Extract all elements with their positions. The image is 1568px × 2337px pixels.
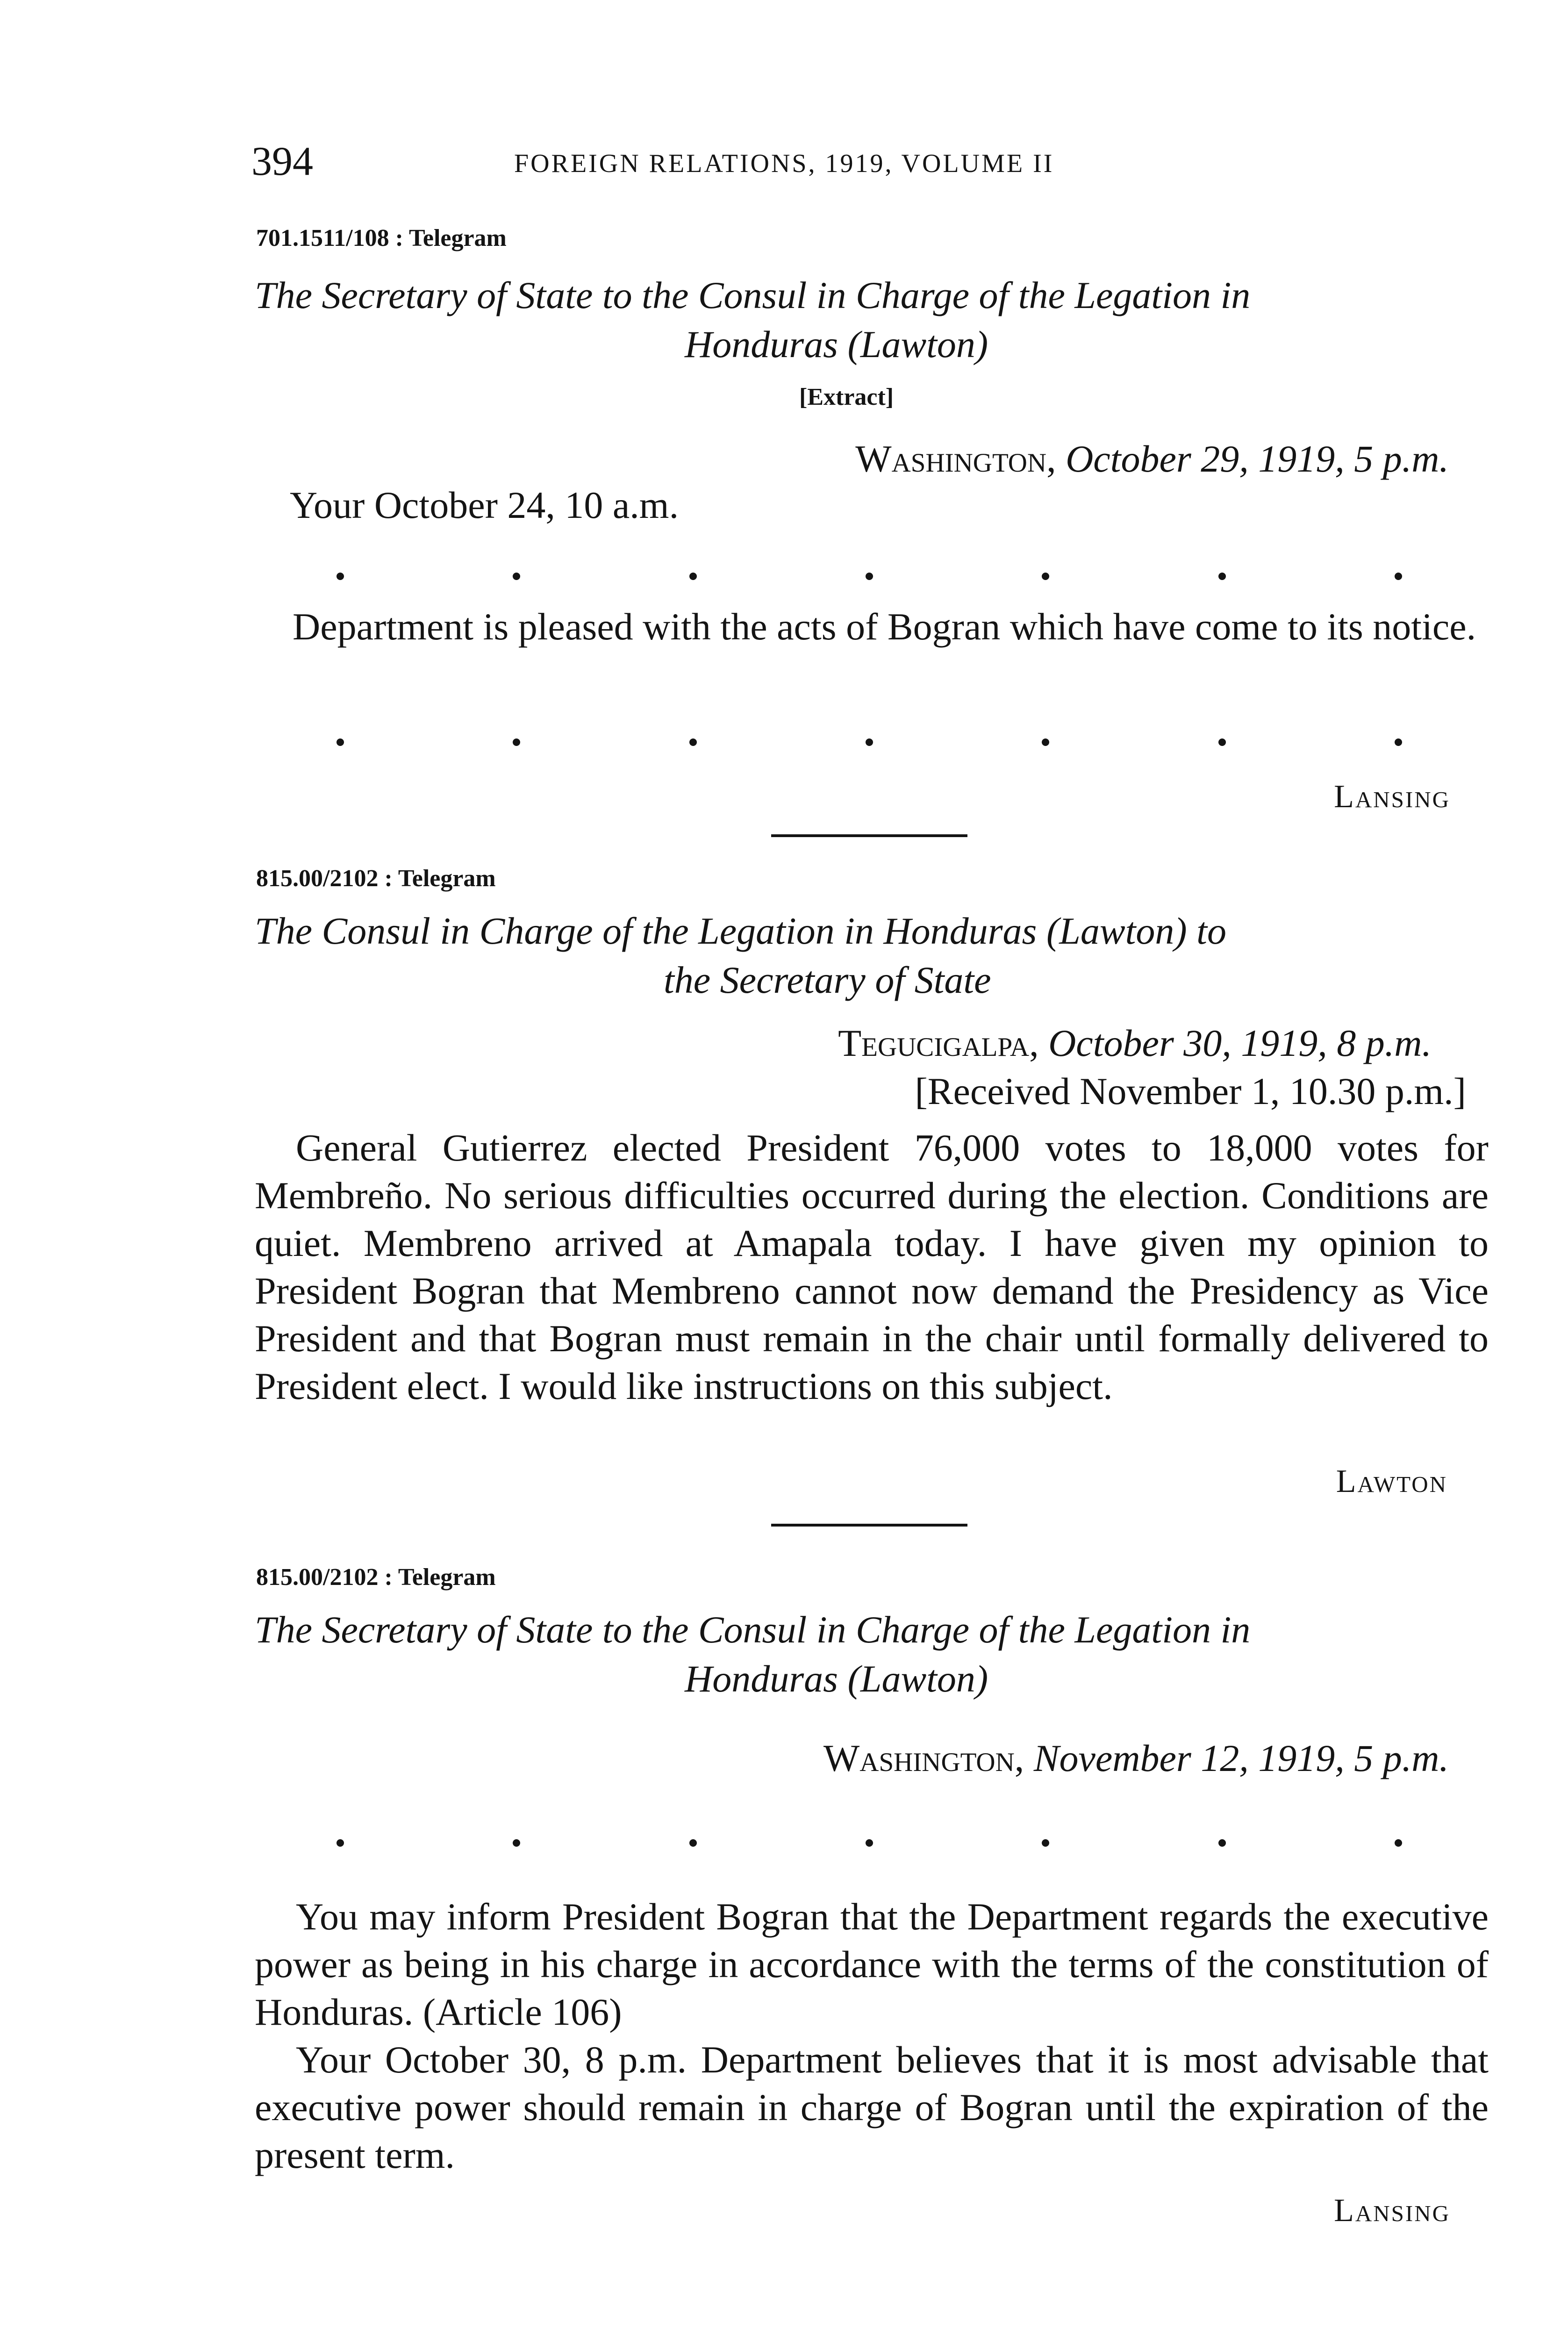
doc1-dateline (855, 437, 1449, 481)
doc3-paragraph-2: Your October 30, 8 p.m. Department believes that it is most advisable that executive power should remain in charge of Bogran until the expiration of the present term. (255, 2038, 1489, 2176)
doc2-date: October 30, 1919, 8 p.m. (1048, 1022, 1432, 1064)
separator-rule (771, 1524, 967, 1527)
doc1-date: October 29, 1919, 5 p.m. (1066, 437, 1449, 480)
doc3-ellipsis (337, 1839, 1402, 1847)
ellipsis-dot (1395, 573, 1402, 580)
page-number: 394 (251, 139, 313, 184)
doc2-received: [Received November 1, 10.30 p.m.] (915, 1070, 1466, 1112)
doc3-dateline (823, 1736, 1449, 1780)
doc1-signature: Lansing (1334, 779, 1450, 815)
doc2-title-line1: The Consul in Charge of the Legation in Honduras (Lawton) to (255, 910, 1226, 952)
doc1-title-line2: Honduras (Lawton) (685, 323, 988, 366)
doc1-ellipsis-1 (337, 573, 1402, 580)
doc3-file-number: 815.00/2102 : Telegram (256, 1564, 496, 1591)
ellipsis-dot (1042, 573, 1049, 580)
running-title: FOREIGN RELATIONS, 1919, VOLUME II (514, 149, 1054, 178)
doc3-title-line2: Honduras (Lawton) (685, 1657, 988, 1700)
doc3-date: November 12, 1919, 5 p.m. (1033, 1737, 1449, 1779)
doc3-signature: Lansing (1334, 2193, 1450, 2229)
ellipsis-dot (513, 1839, 520, 1847)
doc1-file-number: 701.1511/108 : Telegram (256, 225, 507, 251)
doc2-place: Tegucigalpa, (838, 1022, 1039, 1064)
ellipsis-dot (866, 1839, 873, 1847)
separator-rule (771, 834, 967, 837)
ellipsis-dot (1218, 573, 1226, 580)
ellipsis-dot (337, 738, 344, 746)
doc2-signature: Lawton (1336, 1463, 1447, 1499)
ellipsis-dot (1042, 738, 1049, 746)
doc1-title-line1: The Secretary of State to the Consul in Charge of the Legation in (255, 274, 1251, 316)
ellipsis-dot (689, 573, 697, 580)
ellipsis-dot (337, 573, 344, 580)
ellipsis-dot (866, 738, 873, 746)
ellipsis-dot (513, 573, 520, 580)
doc3-place: Washington, (823, 1737, 1024, 1779)
doc1-reference: Your October 24, 10 a.m. (290, 484, 679, 526)
doc3-body (255, 1893, 1489, 2179)
ellipsis-dot (866, 573, 873, 580)
ellipsis-dot (689, 1839, 697, 1847)
doc2-body (255, 1124, 1489, 1410)
ellipsis-dot (689, 738, 697, 746)
ellipsis-dot (337, 1839, 344, 1847)
doc3-paragraph-1: You may inform President Bogran that the Department regards the executive power as being in his charge in accordance with the terms of the constitution of Honduras. (Article 106) (255, 1895, 1489, 2033)
ellipsis-dot (1395, 1839, 1402, 1847)
doc2-file-number: 815.00/2102 : Telegram (256, 865, 496, 892)
ellipsis-dot (1218, 1839, 1226, 1847)
ellipsis-dot (1218, 738, 1226, 746)
ellipsis-dot (1042, 1839, 1049, 1847)
ellipsis-dot (1395, 738, 1402, 746)
doc1-paragraph: Department is pleased with the acts of Bogran which have come to its notice. (293, 605, 1476, 648)
doc1-extract-note: [Extract] (799, 384, 894, 410)
doc1-place: Washington, (855, 437, 1056, 480)
doc2-paragraph: General Gutierrez elected President 76,000 votes to 18,000 votes for Membreño. No serious difficulties occurred during the election. Conditions are quiet. Membreno arrived at Amapala today. I have given my opinion to President Bogran that Membreno cannot now demand the Presidency as Vice President and that Bogran must remain in the chair until formally delivered to President elect. I would like instructions on this subject. (255, 1126, 1489, 1407)
doc2-dateline (838, 1021, 1432, 1065)
doc3-title-line1: The Secretary of State to the Consul in Charge of the Legation in (255, 1608, 1251, 1651)
ellipsis-dot (513, 738, 520, 746)
doc1-ellipsis-2 (337, 738, 1402, 746)
doc1-body (251, 603, 1485, 651)
doc2-title-line2: the Secretary of State (664, 959, 991, 1001)
